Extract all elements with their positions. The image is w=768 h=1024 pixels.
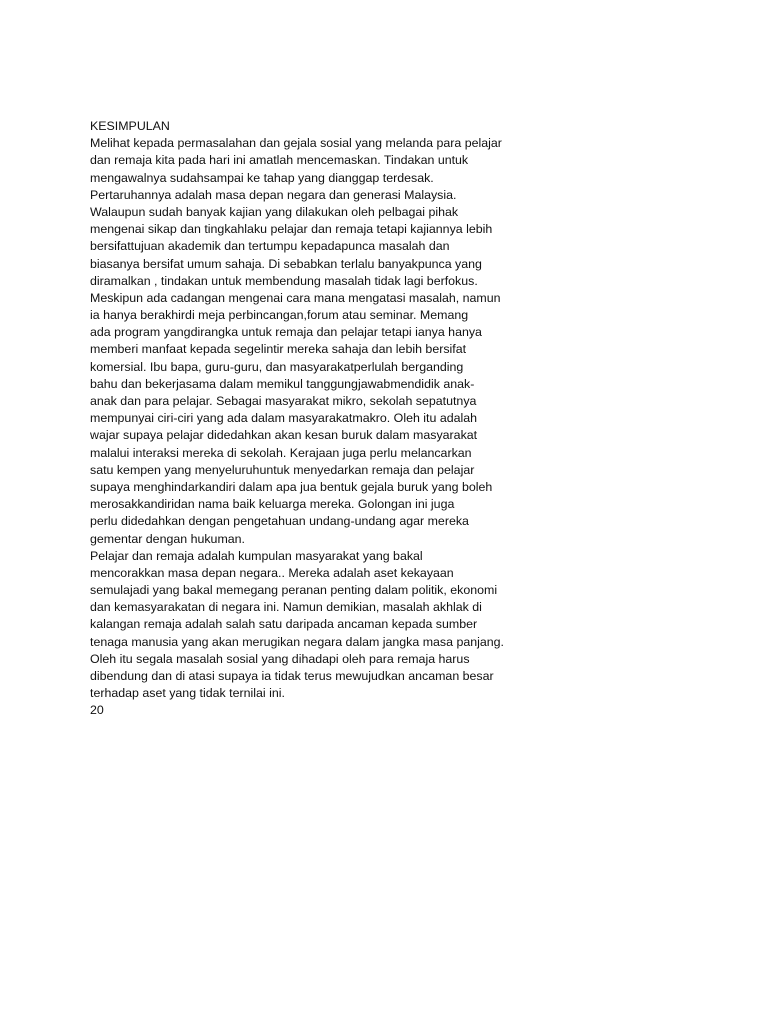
body-line: dan remaja kita pada hari ini amatlah mencemaskan. Tindakan untuk [90,153,469,168]
body-line: ia hanya berakhirdi meja perbincangan,forum atau seminar. Memang [90,308,469,323]
body-line: semulajadi yang bakal memegang peranan penting dalam politik, ekonomi [90,583,498,598]
body-line: dan kemasyarakatan di negara ini. Namun demikian, masalah akhlak di [90,600,482,615]
body-line: satu kempen yang menyeluruhuntuk menyedarkan remaja dan pelajar [90,462,475,477]
body-line: merosakkandiridan nama baik keluarga mereka. Golongan ini juga [90,497,455,512]
body-line: mempunyai ciri-ciri yang ada dalam masyarakatmakro. Oleh itu adalah [90,411,478,426]
body-line: bahu dan bekerjasama dalam memikul tanggungjawabmendidik anak- [90,376,475,391]
document-text [90,118,530,720]
body-line: dibendung dan di atasi supaya ia tidak terus mewujudkan ancaman besar [90,669,494,683]
body-line: gementar dengan hukuman. [90,531,245,546]
body-line: kalangan remaja adalah salah satu daripada ancaman kepada sumber [90,617,478,632]
section-heading: KESIMPULAN [90,119,170,133]
body-line: ada program yangdirangka untuk remaja dan pelajar tetapi ianya hanya [90,325,482,340]
body-line: mencorakkan masa depan negara.. Mereka adalah aset kekayaan [90,565,454,580]
body-line: tenaga manusia yang akan merugikan negara dalam jangka masa panjang. [90,634,504,649]
body-line: Walaupun sudah banyak kajian yang dilakukan oleh pelbagai pihak [90,204,459,219]
page-number: 20 [90,703,104,718]
body-line: wajar supaya pelajar didedahkan akan kesan buruk dalam masyarakat [90,428,478,443]
body-line: mengawalnya sudahsampai ke tahap yang dianggap terdesak. [90,170,434,185]
body-lines [90,135,530,702]
body-line: komersial. Ibu bapa, guru-guru, dan masyarakatperlulah berganding [90,359,464,374]
body-line: Meskipun ada cadangan mengenai cara mana mengatasi masalah, namun [90,290,501,305]
body-line: mengenai sikap dan tingkahlaku pelajar dan remaja tetapi kajiannya lebih [90,222,493,237]
body-line: Oleh itu segala masalah sosial yang dihadapi oleh para remaja harus [90,651,470,666]
body-line: anak dan para pelajar. Sebagai masyarakat mikro, sekolah sepatutnya [90,394,477,408]
body-line: diramalkan , tindakan untuk membendung masalah tidak lagi berfokus. [90,273,478,288]
body-line: biasanya bersifat umum sahaja. Di sebabkan terlalu banyakpunca yang [90,256,482,271]
body-line: Melihat kepada permasalahan dan gejala sosial yang melanda para pelajar [90,136,502,151]
body-line: terhadap aset yang tidak ternilai ini. [90,686,285,701]
body-line: perlu didedahkan dengan pengetahuan undang-undang agar mereka [90,514,469,529]
body-line: Pelajar dan remaja adalah kumpulan masyarakat yang bakal [90,548,423,563]
body-line: malalui interaksi mereka di sekolah. Kerajaan juga perlu melancarkan [90,445,472,460]
body-line: bersifattujuan akademik dan tertumpu kepadapunca masalah dan [90,239,450,254]
body-line: Pertaruhannya adalah masa depan negara dan generasi Malaysia. [90,187,457,202]
body-line: supaya menghindarkandiri dalam apa jua bentuk gejala buruk yang boleh [90,479,493,494]
body-line: memberi manfaat kepada segelintir mereka sahaja dan lebih bersifat [90,342,467,357]
